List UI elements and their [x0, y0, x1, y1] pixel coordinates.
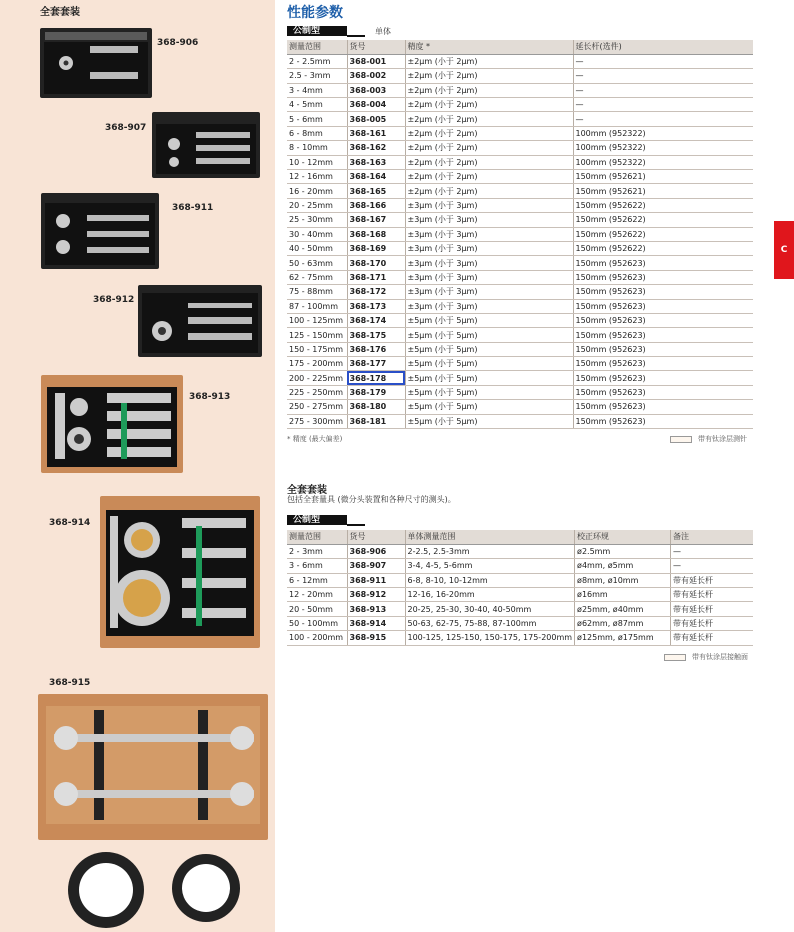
- table-cell: ø8mm, ø10mm: [575, 573, 671, 587]
- table-cell: 100mm (952322): [573, 155, 753, 169]
- table-cell: ±2μm (小于 2μm): [405, 141, 573, 155]
- set-906-label: 368-906: [157, 38, 199, 48]
- table-cell: ±2μm (小于 2μm): [405, 170, 573, 184]
- item-code-cell: 368-172: [347, 285, 405, 299]
- table-cell: 12 - 20mm: [287, 588, 347, 602]
- item-code-cell: 368-004: [347, 98, 405, 112]
- table-cell: ±3μm (小于 3μm): [405, 241, 573, 255]
- table-cell: 150mm (952621): [573, 170, 753, 184]
- item-code-cell: 368-165: [347, 184, 405, 198]
- item-code-cell: 368-177: [347, 357, 405, 371]
- table-cell: 150mm (952623): [573, 285, 753, 299]
- set-911-photo: [41, 193, 159, 269]
- table-row: [287, 385, 753, 399]
- table-cell: 50 - 63mm: [287, 256, 347, 270]
- table-cell: 20-25, 25-30, 30-40, 40-50mm: [405, 602, 575, 616]
- table-cell: ±5μm (小于 5μm): [405, 400, 573, 414]
- item-code-cell: 368-179: [347, 385, 405, 399]
- table-cell: —: [573, 69, 753, 83]
- table-cell: 2.5 - 3mm: [287, 69, 347, 83]
- table-cell: 6 - 8mm: [287, 126, 347, 140]
- item-code-cell: 368-912: [347, 588, 405, 602]
- table-cell: ±3μm (小于 3μm): [405, 299, 573, 313]
- section-c-tab[interactable]: C: [774, 221, 794, 279]
- table-row: [287, 299, 753, 313]
- table-row: [287, 83, 753, 97]
- table-cell: 8 - 10mm: [287, 141, 347, 155]
- table-cell: ±3μm (小于 3μm): [405, 213, 573, 227]
- metric-bar-set: 公制型: [287, 514, 365, 526]
- table-row: [287, 256, 753, 270]
- col-header: 测量范围: [287, 40, 347, 54]
- table-row: [287, 588, 753, 602]
- table-cell: ±5μm (小于 5μm): [405, 385, 573, 399]
- item-code-cell: 368-906: [347, 544, 405, 558]
- set-legend: 带有钛涂层接触面: [664, 652, 748, 662]
- item-code-cell: 368-166: [347, 198, 405, 212]
- table-cell: ±2μm (小于 2μm): [405, 69, 573, 83]
- item-code-cell: 368-171: [347, 270, 405, 284]
- item-code-cell: 368-168: [347, 227, 405, 241]
- table-cell: ±5μm (小于 5μm): [405, 357, 573, 371]
- table-cell: ±5μm (小于 5μm): [405, 328, 573, 342]
- table-cell: 150mm (952623): [573, 342, 753, 356]
- table-row: [287, 602, 753, 616]
- table-cell: 87 - 100mm: [287, 299, 347, 313]
- ring-gauges-photo: [60, 850, 250, 930]
- set-906-photo: [40, 28, 152, 98]
- single-legend: 带有钛涂层测针: [670, 434, 747, 444]
- item-code-cell: 368-174: [347, 313, 405, 327]
- table-row: [287, 112, 753, 126]
- table-cell: 2 - 2.5mm: [287, 54, 347, 68]
- table-cell: 16 - 20mm: [287, 184, 347, 198]
- table-cell: ±3μm (小于 3μm): [405, 256, 573, 270]
- item-code-cell: 368-173: [347, 299, 405, 313]
- table-cell: 150mm (952623): [573, 328, 753, 342]
- table-cell: 150mm (952622): [573, 213, 753, 227]
- table-row: [287, 573, 753, 587]
- col-header: 货号: [347, 530, 405, 544]
- table-row: [287, 141, 753, 155]
- table-cell: ø62mm, ø87mm: [575, 616, 671, 630]
- metric-label: 公制型: [287, 26, 347, 36]
- table-cell: 25 - 30mm: [287, 213, 347, 227]
- item-code-cell: 368-001: [347, 54, 405, 68]
- table-cell: ±5μm (小于 5μm): [405, 414, 573, 428]
- table-cell: 带有延长杆: [671, 602, 753, 616]
- col-header: 单体测量范围: [405, 530, 575, 544]
- table-cell: 20 - 50mm: [287, 602, 347, 616]
- item-code-cell: 368-175: [347, 328, 405, 342]
- table-cell: ±2μm (小于 2μm): [405, 98, 573, 112]
- item-code-cell: 368-163: [347, 155, 405, 169]
- table-cell: 100mm (952322): [573, 141, 753, 155]
- table-row: [287, 54, 753, 68]
- table-cell: 3-4, 4-5, 5-6mm: [405, 559, 575, 573]
- table-row: [287, 313, 753, 327]
- metric-bar-single: [287, 25, 391, 37]
- item-code-cell: 368-915: [347, 631, 405, 645]
- table-cell: 12 - 16mm: [287, 170, 347, 184]
- item-code-cell: 368-181: [347, 414, 405, 428]
- table-cell: 12-16, 16-20mm: [405, 588, 575, 602]
- col-header: 延长杆(选件): [573, 40, 753, 54]
- table-cell: 75 - 88mm: [287, 285, 347, 299]
- table-cell: 2-2.5, 2.5-3mm: [405, 544, 575, 558]
- col-header: 备注: [671, 530, 753, 544]
- table-cell: 100-125, 125-150, 150-175, 175-200mm: [405, 631, 575, 645]
- table-cell: 150mm (952623): [573, 299, 753, 313]
- set-914-label: 368-914: [49, 518, 91, 528]
- table-cell: ±3μm (小于 3μm): [405, 270, 573, 284]
- table-cell: —: [671, 559, 753, 573]
- table-cell: 150 - 175mm: [287, 342, 347, 356]
- table-cell: ±5μm (小于 5μm): [405, 371, 573, 385]
- unit-label: 单体: [375, 26, 391, 36]
- table-cell: 150mm (952621): [573, 184, 753, 198]
- table-cell: 30 - 40mm: [287, 227, 347, 241]
- table-row: [287, 616, 753, 630]
- table-row: [287, 357, 753, 371]
- table-cell: ±2μm (小于 2μm): [405, 54, 573, 68]
- table-cell: 6-8, 8-10, 10-12mm: [405, 573, 575, 587]
- table-row: [287, 328, 753, 342]
- item-code-cell: 368-005: [347, 112, 405, 126]
- table-cell: 150mm (952623): [573, 256, 753, 270]
- table-cell: 带有延长杆: [671, 631, 753, 645]
- set-913-photo: [41, 375, 183, 473]
- table-row: [287, 69, 753, 83]
- col-header: 测量范围: [287, 530, 347, 544]
- item-code-cell: 368-913: [347, 602, 405, 616]
- item-code-cell: 368-178: [347, 371, 405, 385]
- set-912-photo: [138, 285, 262, 357]
- table-row: [287, 371, 753, 385]
- table-cell: 3 - 6mm: [287, 559, 347, 573]
- table-row: [287, 227, 753, 241]
- table-cell: 150mm (952623): [573, 371, 753, 385]
- table-cell: —: [671, 544, 753, 558]
- set-912-label: 368-912: [93, 295, 135, 305]
- table-cell: ±2μm (小于 2μm): [405, 184, 573, 198]
- item-code-cell: 368-180: [347, 400, 405, 414]
- table-cell: ±3μm (小于 3μm): [405, 227, 573, 241]
- table-cell: 150mm (952622): [573, 227, 753, 241]
- item-code-cell: 368-170: [347, 256, 405, 270]
- table-cell: 100mm (952322): [573, 126, 753, 140]
- table-cell: —: [573, 98, 753, 112]
- table-cell: 150mm (952623): [573, 400, 753, 414]
- table-cell: 150mm (952623): [573, 313, 753, 327]
- table-cell: 带有延长杆: [671, 588, 753, 602]
- item-code-cell: 368-167: [347, 213, 405, 227]
- table-cell: 带有延长杆: [671, 616, 753, 630]
- set-913-label: 368-913: [189, 392, 231, 402]
- table-cell: ±2μm (小于 2μm): [405, 83, 573, 97]
- table-cell: 100 - 200mm: [287, 631, 347, 645]
- table-cell: —: [573, 83, 753, 97]
- set-907-photo: [152, 112, 260, 178]
- table-row: [287, 414, 753, 428]
- item-code-cell: 368-176: [347, 342, 405, 356]
- table-cell: 150mm (952622): [573, 241, 753, 255]
- table-cell: ±2μm (小于 2μm): [405, 155, 573, 169]
- set-section-title: 全套套装: [287, 485, 327, 496]
- table-cell: 50 - 100mm: [287, 616, 347, 630]
- table-cell: 225 - 250mm: [287, 385, 347, 399]
- table-cell: 150mm (952623): [573, 414, 753, 428]
- table-cell: 250 - 275mm: [287, 400, 347, 414]
- table-row: [287, 213, 753, 227]
- set-911-label: 368-911: [172, 203, 214, 213]
- table-cell: —: [573, 112, 753, 126]
- table-cell: 275 - 300mm: [287, 414, 347, 428]
- table-row: [287, 241, 753, 255]
- table-cell: 150mm (952622): [573, 198, 753, 212]
- table-row: [287, 559, 753, 573]
- set-914-photo: [100, 496, 260, 648]
- table-row: [287, 184, 753, 198]
- table-cell: 100 - 125mm: [287, 313, 347, 327]
- page-title: 性能参数: [287, 5, 343, 21]
- single-footnote: * 精度 (最大偏差): [287, 435, 343, 443]
- item-code-cell: 368-164: [347, 170, 405, 184]
- set-915-photo: [38, 694, 268, 840]
- set-907-label: 368-907: [105, 123, 147, 133]
- table-cell: —: [573, 54, 753, 68]
- table-row: [287, 126, 753, 140]
- col-header: 校正环规: [575, 530, 671, 544]
- table-row: [287, 544, 753, 558]
- table-cell: 2 - 3mm: [287, 544, 347, 558]
- table-row: [287, 400, 753, 414]
- item-code-cell: 368-911: [347, 573, 405, 587]
- table-cell: ø25mm, ø40mm: [575, 602, 671, 616]
- table-cell: 62 - 75mm: [287, 270, 347, 284]
- col-header: 货号: [347, 40, 405, 54]
- table-cell: ø125mm, ø175mm: [575, 631, 671, 645]
- item-code-cell: 368-002: [347, 69, 405, 83]
- item-code-cell: 368-003: [347, 83, 405, 97]
- set-915-label: 368-915: [49, 678, 91, 688]
- table-row: [287, 155, 753, 169]
- table-cell: 175 - 200mm: [287, 357, 347, 371]
- table-row: [287, 285, 753, 299]
- table-row: [287, 170, 753, 184]
- table-cell: 50-63, 62-75, 75-88, 87-100mm: [405, 616, 575, 630]
- table-cell: 10 - 12mm: [287, 155, 347, 169]
- table-cell: 5 - 6mm: [287, 112, 347, 126]
- table-cell: 125 - 150mm: [287, 328, 347, 342]
- table-cell: 150mm (952623): [573, 385, 753, 399]
- table-cell: 20 - 25mm: [287, 198, 347, 212]
- table-cell: 200 - 225mm: [287, 371, 347, 385]
- table-cell: ±3μm (小于 3μm): [405, 285, 573, 299]
- table-cell: ø4mm, ø5mm: [575, 559, 671, 573]
- table-cell: 4 - 5mm: [287, 98, 347, 112]
- product-photo-panel: [0, 0, 275, 932]
- table-cell: 带有延长杆: [671, 573, 753, 587]
- table-row: [287, 631, 753, 645]
- table-row: [287, 98, 753, 112]
- table-cell: 6 - 12mm: [287, 573, 347, 587]
- set-section-desc: 包括全套量具 (微分头装置和各种尺寸的测头)。: [287, 495, 456, 504]
- table-cell: ±5μm (小于 5μm): [405, 342, 573, 356]
- set-spec-table: [287, 530, 753, 646]
- table-row: [287, 270, 753, 284]
- table-cell: 3 - 4mm: [287, 83, 347, 97]
- table-cell: ø16mm: [575, 588, 671, 602]
- table-cell: ±2μm (小于 2μm): [405, 112, 573, 126]
- item-code-cell: 368-162: [347, 141, 405, 155]
- left-title: 全套套装: [40, 7, 80, 18]
- table-row: [287, 198, 753, 212]
- col-header: 精度 *: [405, 40, 573, 54]
- table-cell: ±5μm (小于 5μm): [405, 313, 573, 327]
- item-code-cell: 368-161: [347, 126, 405, 140]
- table-cell: ø2.5mm: [575, 544, 671, 558]
- table-cell: 40 - 50mm: [287, 241, 347, 255]
- table-row: [287, 342, 753, 356]
- item-code-cell: 368-914: [347, 616, 405, 630]
- item-code-cell: 368-907: [347, 559, 405, 573]
- table-cell: 150mm (952623): [573, 357, 753, 371]
- item-code-cell: 368-169: [347, 241, 405, 255]
- table-cell: ±2μm (小于 2μm): [405, 126, 573, 140]
- table-cell: 150mm (952623): [573, 270, 753, 284]
- table-cell: ±3μm (小于 3μm): [405, 198, 573, 212]
- single-spec-table: [287, 40, 753, 429]
